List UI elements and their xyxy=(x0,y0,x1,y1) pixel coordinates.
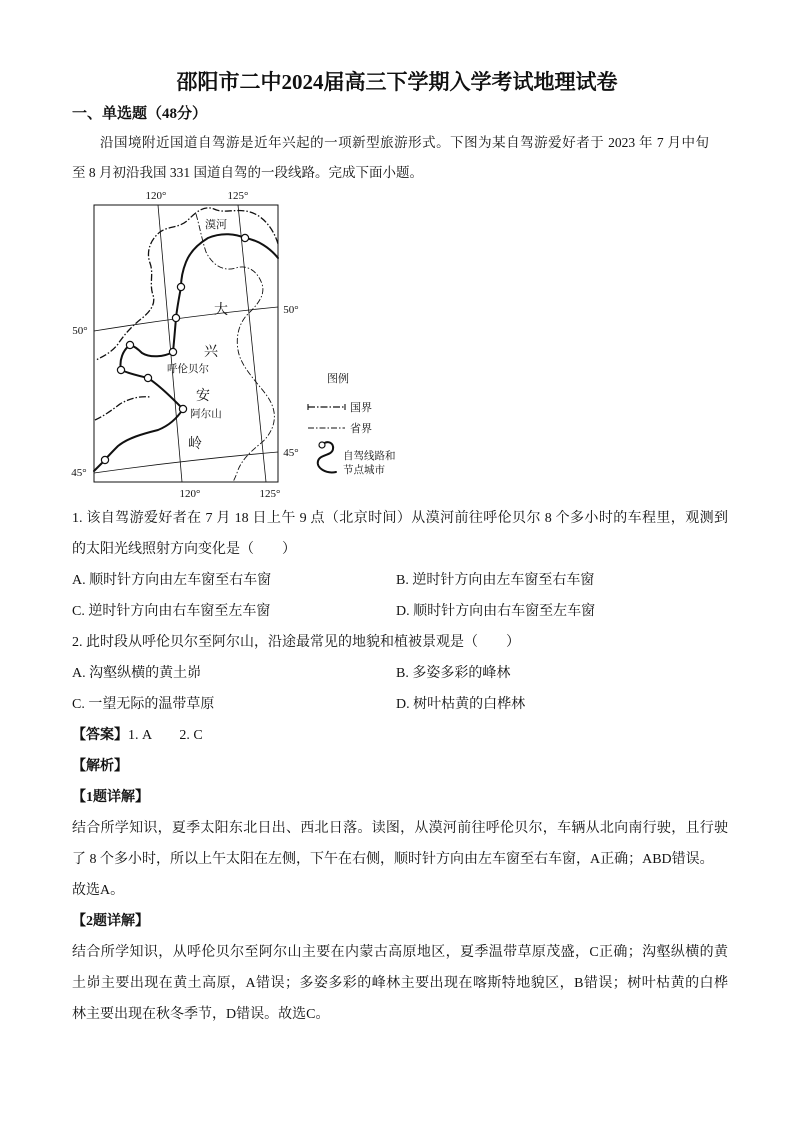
detail-line: 了 8 个多小时，所以上午太阳在左侧，下午在右侧，顺时针方向由左车窗至右车窗，A正确；ABD错误。 xyxy=(72,852,714,867)
question-2 xyxy=(72,627,728,720)
detail-2 xyxy=(72,906,728,1030)
detail-line: 林主要出现在秋冬季节，D错误。故选C。 xyxy=(72,1007,330,1022)
meridian-120-line xyxy=(158,205,182,482)
national-border-line xyxy=(95,397,150,420)
place-label-hulunbuir: 呼伦贝尔 xyxy=(167,364,209,375)
detail-tag: 【1题详解】 xyxy=(72,790,149,805)
intro-line: 至 8 月初沿我国 331 国道自驾的一段线路。完成下面小题。 xyxy=(72,165,423,180)
node-city-marker xyxy=(169,348,176,355)
section-heading: 一、单选题（48分） xyxy=(72,106,208,122)
legend-national-border-label: 国界 xyxy=(350,402,372,414)
range-label-char: 安 xyxy=(196,389,210,404)
detail-1 xyxy=(72,782,728,906)
q2-option-c: C. 一望无际的温带草原 xyxy=(72,697,215,712)
q1-option-c: C. 逆时针方向由右车窗至左车窗 xyxy=(72,604,271,619)
detail-line: 土峁主要出现在黄土高原，A错误；多姿多彩的峰林主要出现在喀斯特地貌区，B错误；树叶枯黄的白桦 xyxy=(72,976,728,991)
node-city-marker xyxy=(126,341,133,348)
meridian-125-line xyxy=(238,205,266,482)
map-frame xyxy=(94,205,278,482)
lon-label-bottom-125: 125° xyxy=(259,488,281,500)
q2-option-b: B. 多姿多彩的峰林 xyxy=(396,666,511,681)
question-stem-line: 2. 此时段从呼伦贝尔至阿尔山，沿途最常见的地貌和植被景观是（ ） xyxy=(72,635,520,650)
detail-tag: 【2题详解】 xyxy=(72,914,149,929)
map-legend xyxy=(308,371,396,476)
page-title: 邵阳市二中2024届高三下学期入学考试地理试卷 xyxy=(176,70,618,94)
lon-label-top-120: 120° xyxy=(145,190,167,202)
place-label-arxan: 阿尔山 xyxy=(190,409,222,420)
parallel-45-line xyxy=(94,452,278,473)
detail-line: 结合所学知识，从呼伦贝尔至阿尔山主要在内蒙古高原地区，夏季温带草原茂盛，C正确；沟壑纵横的黄 xyxy=(72,945,728,960)
node-city-marker xyxy=(177,283,184,290)
options-row xyxy=(72,689,728,720)
lat-label-left-45: 45° xyxy=(71,467,87,479)
lon-label-top-125: 125° xyxy=(227,190,249,202)
q1-option-a: A. 顺时针方向由左车窗至右车窗 xyxy=(72,573,272,588)
answer-tag: 【答案】 xyxy=(72,728,128,743)
intro-paragraph xyxy=(72,128,709,188)
range-label-char: 岭 xyxy=(188,437,202,452)
intro-line: 沿国境附近国道自驾游是近年兴起的一项新型旅游形式。下图为某自驾游爱好者于 2023 年 7 月中旬 xyxy=(100,135,709,150)
analysis-line xyxy=(72,751,728,782)
legend-node-city-marker xyxy=(319,442,325,448)
legend-route-label-line: 自驾线路和 xyxy=(343,451,396,462)
range-label-char: 兴 xyxy=(204,345,218,360)
node-city-marker xyxy=(172,314,179,321)
place-label-mohe: 漠河 xyxy=(205,219,227,231)
questions-and-analysis xyxy=(72,503,728,1030)
question-stem-line: 的太阳光线照射方向变化是（ ） xyxy=(72,542,296,557)
options-row xyxy=(72,658,728,689)
range-label-char: 大 xyxy=(214,303,228,318)
node-city-marker xyxy=(144,374,151,381)
question-stem-line: 1. 该自驾游爱好者在 7 月 18 日上午 9 点（北京时间）从漠河前往呼伦贝尔 8 个多小时的车程里，观测到 xyxy=(72,511,728,526)
answer-text: 1. A 2. C xyxy=(128,728,203,743)
analysis-tag: 【解析】 xyxy=(72,759,128,774)
self-drive-route-line xyxy=(94,234,278,471)
q1-option-d: D. 顺时针方向由右车窗至左车窗 xyxy=(396,604,596,619)
answer-line xyxy=(72,720,728,751)
legend-title: 图例 xyxy=(327,373,349,385)
detail-line: 故选A。 xyxy=(72,883,125,898)
route-map-figure xyxy=(60,185,420,505)
options-row xyxy=(72,596,728,627)
node-city-marker xyxy=(101,456,108,463)
node-city-marker xyxy=(241,234,248,241)
lon-label-bottom-120: 120° xyxy=(179,488,201,500)
legend-route-label-line: 节点城市 xyxy=(343,465,385,476)
q2-option-d: D. 树叶枯黄的白桦林 xyxy=(396,697,526,712)
legend-provincial-border-label: 省界 xyxy=(350,423,372,435)
node-city-marker xyxy=(179,405,186,412)
q1-option-b: B. 逆时针方向由左车窗至右车窗 xyxy=(396,573,595,588)
detail-line: 结合所学知识，夏季太阳东北日出、西北日落。读图，从漠河前往呼伦贝尔，车辆从北向南行驶，且行驶 xyxy=(72,821,728,836)
node-city-marker xyxy=(117,366,124,373)
lat-label-left-50: 50° xyxy=(72,325,88,337)
lat-label-right-45: 45° xyxy=(283,447,299,459)
lat-label-right-50: 50° xyxy=(283,304,299,316)
options-row xyxy=(72,565,728,596)
q2-option-a: A. 沟壑纵横的黄土峁 xyxy=(72,666,202,681)
national-border-line xyxy=(96,208,278,360)
question-1 xyxy=(72,503,728,627)
